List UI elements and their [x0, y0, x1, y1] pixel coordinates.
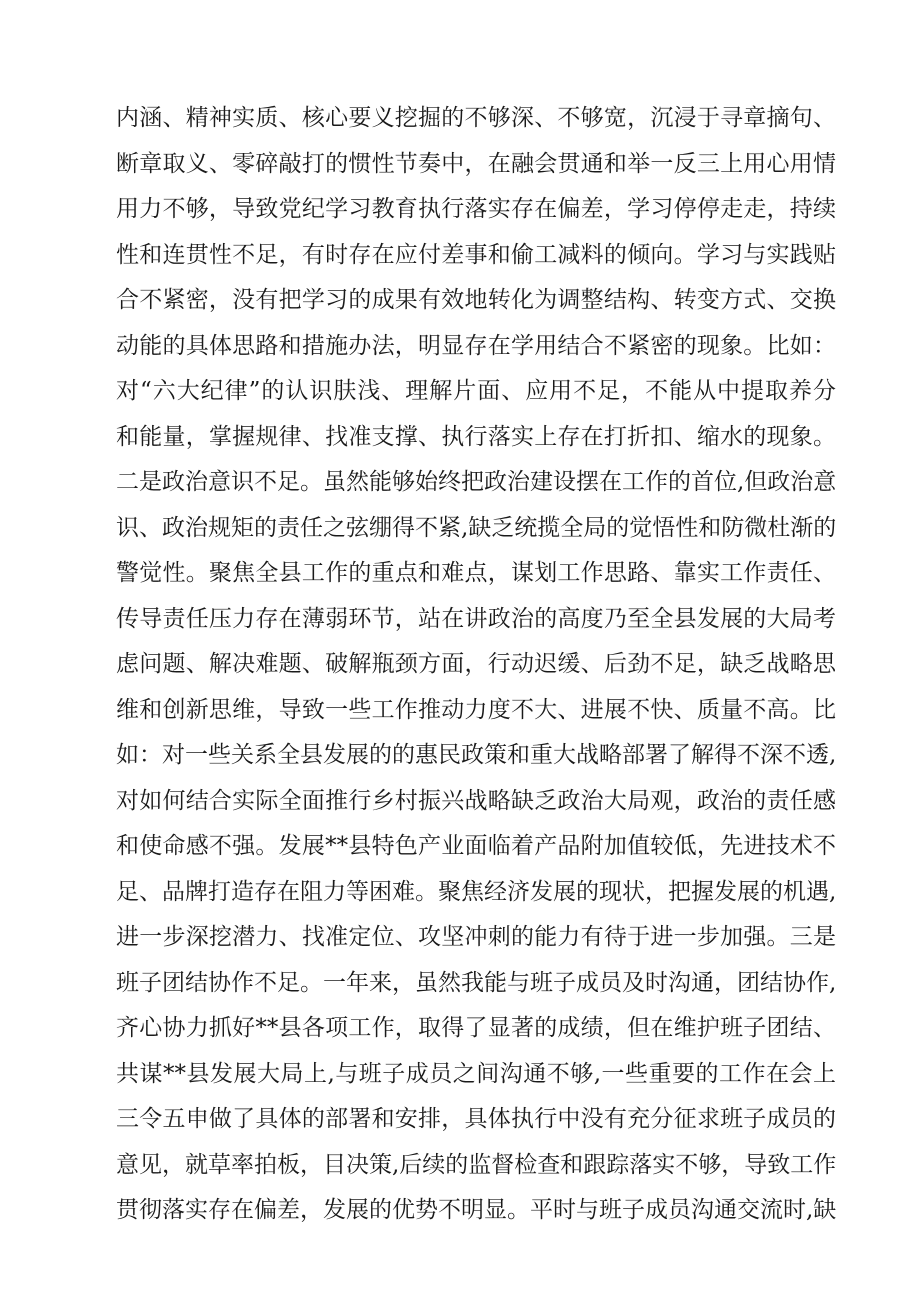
text-line-9: 二是政治意识不足。虽然能够始终把政治建设摆在工作的首位,但政治意	[116, 469, 836, 495]
text-line-8: 和能量，掌握规律、找准支撑、执行落实上存在打折扣、缩水的现象。	[116, 423, 836, 450]
text-line-1: 内涵、精神实质、核心要义挖掘的不够深、不够宽，沉浸于寻章摘句、	[116, 105, 836, 131]
text-line-3: 用力不够，导致党纪学习教育执行落实存在偏差，学习停停走走，持续	[116, 196, 836, 222]
text-line-19: 进一步深挖潜力、找准定位、攻坚冲刺的能力有待于进一步加强。三是	[116, 924, 836, 950]
text-line-2: 断章取义、零碎敲打的惯性节奏中，在融会贯通和举一反三上用心用情	[116, 150, 836, 177]
text-line-22: 共谋**县发展大局上,与班子成员之间沟通不够,一些重要的工作在会上	[116, 1060, 836, 1087]
text-line-13: 虑问题、解决难题、破解瓶颈方面，行动迟缓、后劲不足，缺乏战略思	[116, 651, 836, 677]
text-line-23: 三令五申做了具体的部署和安排，具体执行中没有充分征求班子成员的	[116, 1106, 836, 1132]
text-line-17: 和使命感不强。发展**县特色产业面临着产品附加值较低，先进技术不	[116, 833, 836, 859]
text-line-10: 识、政治规矩的责任之弦绷得不紧,缺乏统揽全局的觉悟性和防微杜渐的	[116, 514, 836, 541]
text-line-15: 如：对一些关系全县发展的的惠民政策和重大战略部署了解得不深不透,	[116, 742, 836, 768]
text-line-18: 足、品牌打造存在阻力等困难。聚焦经济发展的现状，把握发展的机遇,	[116, 878, 836, 905]
text-line-5: 合不紧密，没有把学习的成果有效地转化为调整结构、转变方式、交换	[116, 287, 836, 313]
text-line-4: 性和连贯性不足，有时存在应付差事和偷工减料的倾向。学习与实践贴	[116, 241, 836, 268]
document-page	[116, 96, 836, 1234]
text-line-24: 意见，就草率拍板，目决策,后续的监督检查和跟踪落实不够，导致工作	[116, 1151, 836, 1178]
text-line-21: 齐心协力抓好**县各项工作，取得了显著的成绩，但在维护班子团结、	[116, 1015, 836, 1041]
text-line-12: 传导责任压力存在薄弱环节，站在讲政治的高度乃至全县发展的大局考	[116, 605, 836, 632]
text-line-20: 班子团结协作不足。一年来，虽然我能与班子成员及时沟通，团结协作,	[116, 969, 836, 996]
text-line-16: 对如何结合实际全面推行乡村振兴战略缺乏政治大局观，政治的责任感	[116, 787, 836, 814]
text-line-25: 贯彻落实存在偏差，发展的优势不明显。平时与班子成员沟通交流时,缺	[116, 1197, 836, 1223]
text-line-11: 警觉性。聚焦全县工作的重点和难点，谋划工作思路、靠实工作责任、	[116, 560, 836, 586]
text-line-7: 对“六大纪律”的认识肤浅、理解片面、应用不足，不能从中提取养分	[116, 378, 836, 404]
text-line-14: 维和创新思维，导致一些工作推动力度不大、进展不快、质量不高。比	[116, 696, 836, 723]
text-line-6: 动能的具体思路和措施办法，明显存在学用结合不紧密的现象。比如：	[116, 332, 836, 359]
